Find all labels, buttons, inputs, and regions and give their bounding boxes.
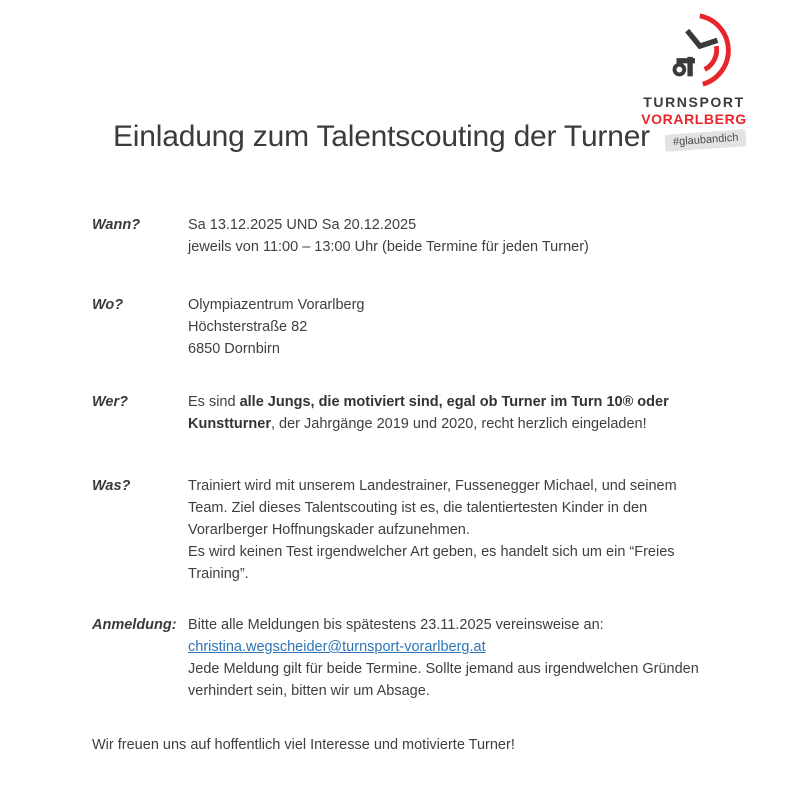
section-wo-label: Wo? — [92, 297, 124, 313]
section-wer-label: Wer? — [92, 394, 128, 410]
text-line: Training”. — [188, 566, 249, 582]
text-line: Jede Meldung gilt für beide Termine. Sollte jemand aus irgendwelchen Gründen — [188, 661, 699, 677]
section-anmeldung-label: Anmeldung: — [92, 617, 177, 633]
logo-wordmark-turnsport: TURNSPORT — [643, 94, 745, 110]
section-anmeldung-body — [188, 614, 732, 702]
email-link[interactable]: christina.wegscheider@turnsport-vorarlberg.at — [188, 639, 486, 655]
text-line: Trainiert wird mit unserem Landestrainer, Fussenegger Michael, und seinem — [188, 478, 677, 494]
section-wer — [92, 391, 732, 435]
section-wer-body — [188, 391, 732, 435]
text-line — [188, 413, 732, 435]
page-title: Einladung zum Talentscouting der Turner — [113, 120, 650, 153]
text-line: jeweils von 11:00 – 13:00 Uhr (beide Termine für jeden Turner) — [188, 239, 589, 255]
text-line — [188, 636, 732, 658]
section-wo-body — [188, 294, 732, 360]
section-was-body — [188, 475, 732, 585]
gymnast-logo-icon — [653, 12, 735, 90]
logo-wordmark-vorarlberg: VORARLBERG — [641, 111, 747, 127]
document-body — [92, 214, 732, 702]
text-segment-bold: alle Jungs, die motiviert sind, egal ob Turner im Turn 10® oder — [239, 394, 669, 410]
logo-hashtag-badge: #glaubandich — [665, 129, 747, 152]
text-line: Bitte alle Meldungen bis spätestens 23.11.2025 vereinsweise an: — [188, 617, 604, 633]
section-wo — [92, 294, 732, 360]
text-segment: Es sind — [188, 394, 240, 410]
text-line: 6850 Dornbirn — [188, 341, 280, 357]
text-line: Team. Ziel dieses Talentscouting ist es, die talentiertesten Kinder in den — [188, 500, 648, 516]
text-line: Vorarlberger Hoffnungskader aufzunehmen. — [188, 522, 470, 538]
section-anmeldung — [92, 614, 732, 702]
text-line: Es wird keinen Test irgendwelcher Art geben, es handelt sich um ein “Freies — [188, 544, 675, 560]
section-wann-label: Wann? — [92, 217, 141, 233]
section-wann — [92, 214, 732, 258]
text-line: Olympiazentrum Vorarlberg — [188, 297, 365, 313]
text-segment: , der Jahrgänge 2019 und 2020, recht herzlich eingeladen! — [270, 416, 647, 432]
text-line: Sa 13.12.2025 UND Sa 20.12.2025 — [188, 217, 417, 233]
text-line: verhindert sein, bitten wir um Absage. — [188, 683, 430, 699]
text-line: Höchsterstraße 82 — [188, 319, 308, 335]
text-line — [188, 391, 732, 413]
closing-line: Wir freuen uns auf hoffentlich viel Interesse und motivierte Turner! — [92, 737, 515, 753]
section-was — [92, 475, 732, 585]
section-was-label: Was? — [92, 478, 131, 494]
text-segment-bold: Kunstturner — [188, 416, 271, 432]
section-wann-body — [188, 214, 732, 258]
